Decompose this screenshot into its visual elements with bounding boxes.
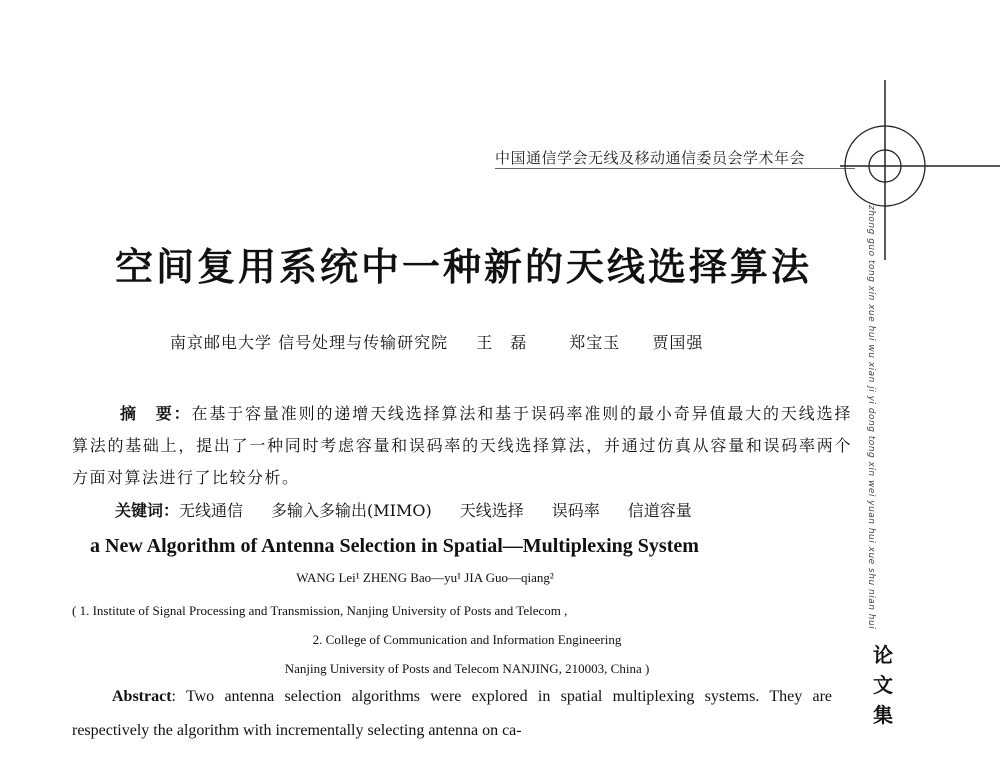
keyword-4: 误码率	[551, 501, 600, 520]
keyword-1: 无线通信	[179, 501, 244, 520]
author-cn-2: 郑宝玉	[569, 333, 621, 352]
affiliation-en-line-2: 2. College of Communication and Information Engineering	[312, 632, 622, 647]
abstract-cn	[72, 398, 852, 494]
keywords-cn	[115, 498, 692, 521]
keywords-label: 关键词：	[115, 501, 180, 520]
author-cn-3: 贾国强	[652, 333, 704, 352]
keyword-2: 多输入多输出(MIMO)	[271, 501, 432, 520]
institution-cn: 南京邮电大学 信号处理与传输研究院	[170, 333, 449, 352]
header-rule	[495, 168, 855, 169]
side-char-1: 论	[873, 643, 893, 667]
paper-title-en: a New Algorithm of Antenna Selection in Spatial—Multiplexing System	[90, 535, 699, 557]
author-cn-1: 王 磊	[476, 333, 528, 352]
paper-title-cn: 空间复用系统中一种新的天线选择算法	[115, 245, 813, 289]
side-vertical-pinyin: zhong guo tong xin xue hui wu xian ji yi dong tong xin wei yuan hui xue shu nian hui	[866, 205, 876, 630]
abstract-en-text: : Two antenna selection algorithms were explored in spatial multiplexing systems. They are respectively the algorithm with incrementally selecting antenna on ca-	[72, 688, 832, 739]
abstract-en-label: Abstract	[112, 688, 172, 705]
crosshair-circle-emblem	[840, 80, 1000, 260]
affiliation-en-line-3: Nanjing University of Posts and Telecom NANJING, 210003, China )	[284, 661, 650, 676]
affiliation-en	[72, 596, 862, 683]
abstract-en	[72, 680, 832, 748]
abstract-cn-label: 摘 要：	[120, 404, 192, 423]
side-collection-label	[872, 640, 894, 730]
keyword-5: 信道容量	[627, 501, 692, 520]
side-char-3: 集	[873, 703, 893, 727]
abstract-cn-text: 在基于容量准则的递增天线选择算法和基于误码率准则的最小奇异值最大的天线选择算法的基础上，提出了一种同时考虑容量和误码率的天线选择算法，并通过仿真从容量和误码率两个方面对算法进行了比较分析。	[72, 404, 852, 487]
affiliation-en-line-1: ( 1. Institute of Signal Processing and Transmission, Nanjing University of Posts and Telecom ,	[72, 603, 568, 618]
affiliation-cn	[170, 330, 703, 353]
authors-en: WANG Lei¹ ZHENG Bao—yu¹ JIA Guo—qiang²	[296, 570, 554, 585]
keyword-3: 天线选择	[459, 501, 524, 520]
side-char-2: 文	[873, 673, 893, 697]
conference-header: 中国通信学会无线及移动通信委员会学术年会	[495, 149, 806, 167]
